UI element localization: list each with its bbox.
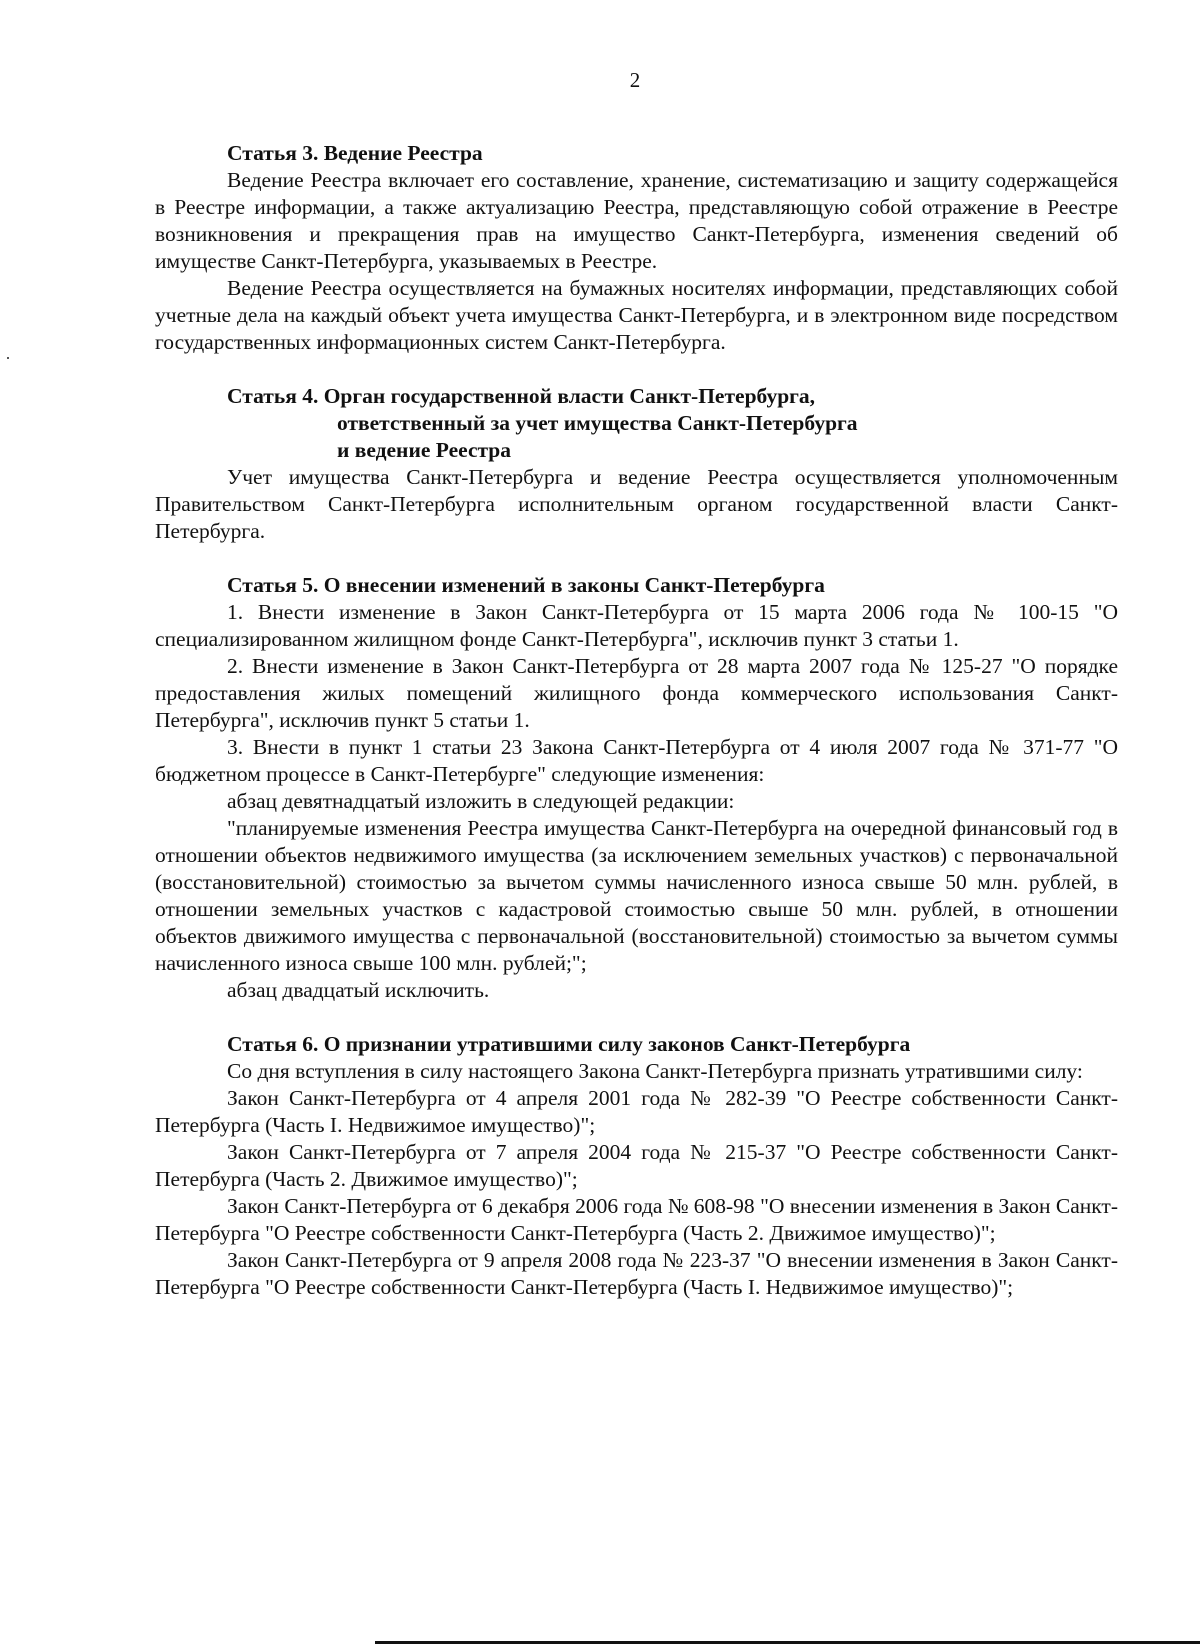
article-paragraph: Ведение Реестра осуществляется на бумажных носителях информации, представляющих собой учетные дела на каждый объект учета имущества Санкт-Петербурга, и в электронном виде посредством государственных информационных систем Санкт-Петербурга. xyxy=(155,276,1118,354)
scan-artifact xyxy=(7,357,9,359)
article-paragraph: абзац двадцатый исключить. xyxy=(227,978,490,1002)
article-5 xyxy=(155,572,1118,1004)
article-4 xyxy=(155,383,1118,545)
article-heading xyxy=(227,383,1118,464)
article-paragraph: 2. Внести изменение в Закон Санкт-Петербурга от 28 марта 2007 года № 125-27 "О порядке предоставления жилых помещений жилищного фонда коммерческого использования Санкт-Петербурга", исключив пункт 5 статьи 1. xyxy=(155,654,1118,732)
article-heading xyxy=(227,140,1118,167)
article-paragraph: 1. Внести изменение в Закон Санкт-Петербурга от 15 марта 2006 года № 100-15 "О специализированном жилищном фонде Санкт-Петербурга", исключив пункт 3 статьи 1. xyxy=(155,600,1118,651)
article-title-continuation: ответственный за учет имущества Санкт-Петербурга xyxy=(337,411,858,435)
article-paragraph: Закон Санкт-Петербурга от 9 апреля 2008 года № 223-37 "О внесении изменения в Закон Санкт-Петербурга "О Реестре собственности Санкт-Петербурга (Часть I. Недвижимое имущество)"; xyxy=(155,1248,1118,1299)
article-heading xyxy=(227,1031,1118,1058)
page-number: 2 xyxy=(629,68,641,92)
article-title: Статья 3. Ведение Реестра xyxy=(227,141,483,165)
article-paragraph: Закон Санкт-Петербурга от 4 апреля 2001 года № 282-39 "О Реестре собственности Санкт-Петербурга (Часть I. Недвижимое имущество)"; xyxy=(155,1086,1118,1137)
article-title: Статья 4. Орган государственной власти Санкт-Петербурга, xyxy=(227,384,816,408)
article-paragraph: Учет имущества Санкт-Петербурга и ведение Реестра осуществляется уполномоченным Правительством Санкт-Петербурга исполнительным органом государственной власти Санкт-Петербурга. xyxy=(155,465,1118,543)
article-title: Статья 5. О внесении изменений в законы Санкт-Петербурга xyxy=(227,573,825,597)
article-paragraph: 3. Внести в пункт 1 статьи 23 Закона Санкт-Петербурга от 4 июля 2007 года № 371-77 "О бюджетном процессе в Санкт-Петербурге" следующие изменения: xyxy=(155,735,1118,786)
article-paragraph: Ведение Реестра включает его составление, хранение, систематизацию и защиту содержащейся в Реестре информации, а также актуализацию Реестра, представляющую собой отражение в Реестре возникновения и прекращения прав на имущество Санкт-Петербурга, изменения сведений об имуществе Санкт-Петербурга, указываемых в Реестре. xyxy=(155,168,1118,273)
document-body xyxy=(155,140,1118,1328)
article-paragraph: "планируемые изменения Реестра имущества Санкт-Петербурга на очередной финансовый год в отношении объектов недвижимого имущества (за исключением земельных участков) с первоначальной (восстановительной) стоимостью за вычетом суммы начисленного износа свыше 50 млн. рублей, в отношении земельных участков с кадастровой стоимостью свыше 50 млн. рублей, в отношении объектов движимого имущества с первоначальной (восстановительной) стоимостью за вычетом суммы начисленного износа свыше 100 млн. рублей;"; xyxy=(155,816,1118,975)
article-6 xyxy=(155,1031,1118,1301)
article-paragraph: Закон Санкт-Петербурга от 6 декабря 2006 года № 608-98 "О внесении изменения в Закон Санкт-Петербурга "О Реестре собственности Санкт-Петербурга (Часть 2. Движимое имущество)"; xyxy=(155,1194,1118,1245)
article-heading xyxy=(227,572,1118,599)
article-title: Статья 6. О признании утратившими силу законов Санкт-Петербурга xyxy=(227,1032,911,1056)
article-paragraph: Со дня вступления в силу настоящего Закона Санкт-Петербурга признать утратившими силу: xyxy=(227,1059,1083,1083)
article-3 xyxy=(155,140,1118,356)
article-paragraph: абзац девятнадцатый изложить в следующей редакции: xyxy=(227,789,735,813)
bottom-edge-line xyxy=(375,1641,1200,1644)
article-paragraph: Закон Санкт-Петербурга от 7 апреля 2004 года № 215-37 "О Реестре собственности Санкт-Петербурга (Часть 2. Движимое имущество)"; xyxy=(155,1140,1118,1191)
article-title-continuation: и ведение Реестра xyxy=(337,438,512,462)
